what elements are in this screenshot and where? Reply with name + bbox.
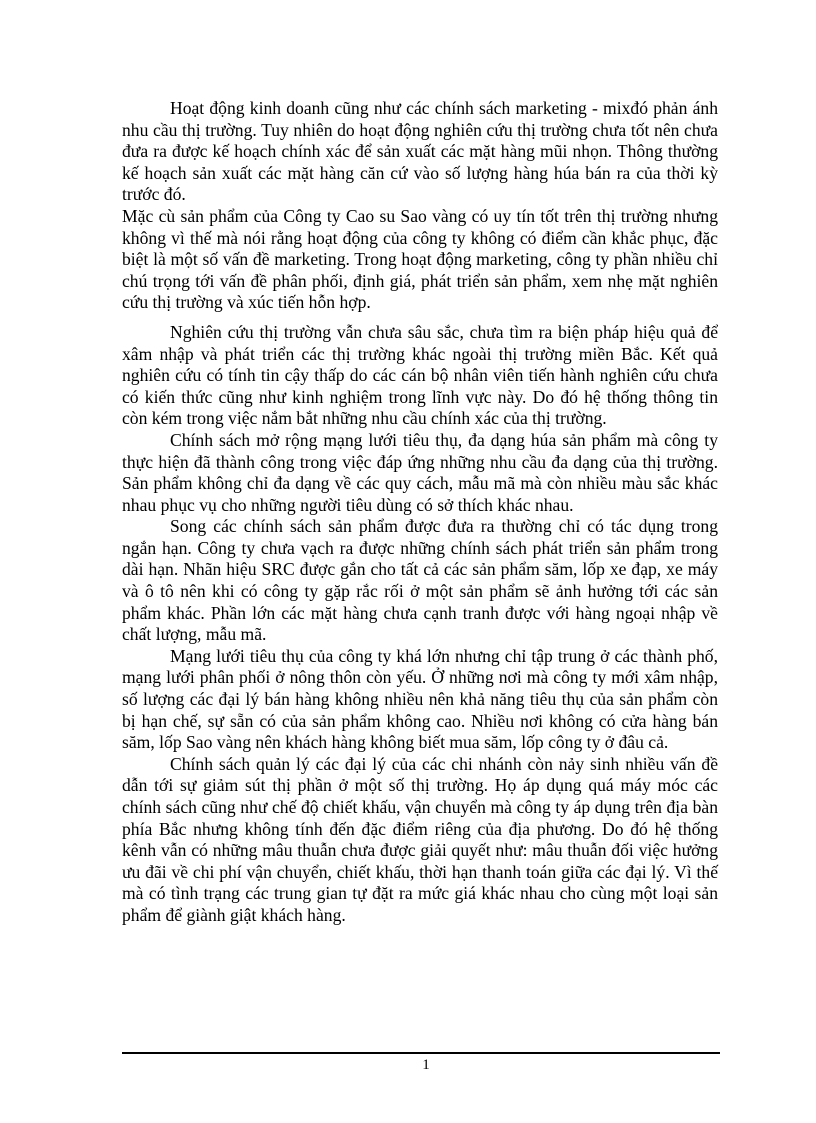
body-text bbox=[122, 98, 718, 927]
paragraph-5: Song các chính sách sản phẩm được đưa ra thường chỉ có tác dụng trong ngắn hạn. Công ty chưa vạch ra được những chính sách phát triển sản phẩm trong dài hạn. Nhãn hiệu SRC được gắn cho tất cả các sản phẩm săm, lốp xe đạp, xe máy và ô tô nên khi có công ty gặp rắc rối ở một sản phẩm sẽ ảnh hưởng tới các sản phẩm khác. Phần lớn các mặt hàng chưa cạnh tranh được với hàng ngoại nhập về chất lượng, mẫu mã. bbox=[122, 516, 718, 645]
paragraph-1: Hoạt động kinh doanh cũng như các chính sách marketing - mixđó phản ánh nhu cầu thị trường. Tuy nhiên do hoạt động nghiên cứu thị trường chưa tốt nên chưa đưa ra được kế hoạch chính xác để sản xuất các mặt hàng mũi nhọn. Thông thường kế hoạch sản xuất các mặt hàng căn cứ vào số lượng hàng húa bán ra của thời kỳ trước đó. bbox=[122, 98, 718, 205]
paragraph-6: Mạng lưới tiêu thụ của công ty khá lớn nhưng chỉ tập trung ở các thành phố, mạng lưới phân phối ở nông thôn còn yếu. Ở những nơi mà công ty mới xâm nhập, số lượng các đại lý bán hàng không nhiều nên khả năng tiêu thụ của sản phẩm còn bị hạn chế, sự sẵn có của sản phẩm không cao. Nhiều nơi không có cửa hàng bán săm, lốp Sao vàng nên khách hàng không biết mua săm, lốp công ty ở đâu cả. bbox=[122, 645, 718, 753]
paragraph-7: Chính sách quản lý các đại lý của các chi nhánh còn nảy sinh nhiều vấn đề dẫn tới sự giảm sút thị phần ở một số thị trường. Họ áp dụng quá máy móc các chính sách cũng như chế độ chiết khấu, vận chuyển mà công ty áp dụng trên địa bàn phía Bắc nhưng không tính đến đặc điểm riêng của địa phương. Do đó hệ thống kênh vẫn có những mâu thuẫn chưa được giải quyết như: mâu thuẫn đối việc hưởng ưu đãi về chi phí vận chuyển, chiết khấu, thời hạn thanh toán giữa các đại lý. Vì thế mà có tình trạng các trung gian tự đặt ra mức giá khác nhau cho cùng một loại sản phẩm để giành giật khách hàng. bbox=[122, 753, 718, 925]
paragraph-2: Mặc cù sản phẩm của Công ty Cao su Sao vàng có uy tín tốt trên thị trường nhưng không vì thế mà nói rằng hoạt động của công ty không có điểm cần khắc phục, đặc biệt là một số vấn đề marketing. Trong hoạt động marketing, công ty phần nhiều chỉ chú trọng tới vấn đề phân phối, định giá, phát triển sản phẩm, xem nhẹ mặt nghiên cứu thị trường và xúc tiến hỗn hợp. bbox=[122, 205, 718, 313]
paragraph-4: Chính sách mở rộng mạng lưới tiêu thụ, đa dạng húa sản phẩm mà công ty thực hiện đã thành công trong việc đáp ứng những nhu cầu đa dạng của thị trường. Sản phẩm không chỉ đa dạng về các quy cách, mẫu mã mà còn nhiều màu sắc khác nhau phục vụ cho những người tiêu dùng có sở thích khác nhau. bbox=[122, 429, 718, 515]
paragraph-3: Nghiên cứu thị trường vẫn chưa sâu sắc, chưa tìm ra biện pháp hiệu quả để xâm nhập và phát triển các thị trường khác ngoài thị trường miền Bắc. Kết quả nghiên cứu có tính tin cậy thấp do các cán bộ nhân viên tiến hành nghiên cứu chưa có kiến thức cũng như kinh nghiệm trong lĩnh vực này. Do đó hệ thống thông tin còn kém trong việc nắm bắt những nhu cầu chính xác của thị trường. bbox=[122, 321, 718, 429]
footer-divider bbox=[122, 1052, 720, 1054]
page-number: 1 bbox=[422, 1057, 430, 1073]
